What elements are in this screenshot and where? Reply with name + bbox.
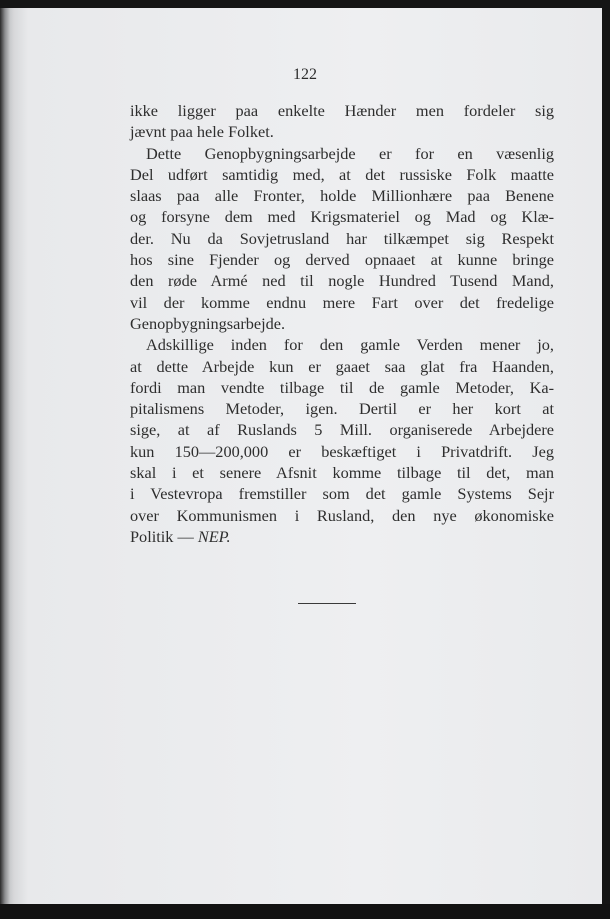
text-line: Dette Genopbygningsarbejde er for en væsenlig xyxy=(146,143,554,163)
text-line: sige, at af Ruslands 5 Mill. organiserede Arbejdere xyxy=(130,420,554,440)
text-line: Adskillige inden for den gamle Verden mener jo, xyxy=(146,335,554,355)
paragraph-3 xyxy=(130,334,554,547)
text-line: ikke ligger paa enkelte Hænder men fordeler sig xyxy=(130,101,554,120)
final-line-prefix: Politik — xyxy=(130,526,198,546)
nep-emphasis: NEP. xyxy=(197,526,231,546)
text-line: hos sine Fjender og derved opnaaet at kunne bringe xyxy=(130,250,554,270)
text-line: i Vestevropa fremstiller som det gamle Systems Sejr xyxy=(130,484,554,504)
paragraph-2 xyxy=(130,143,554,335)
text-line: Genopbygningsarbejde. xyxy=(130,313,286,333)
text-line: over Kommunismen i Rusland, den nye økonomiske xyxy=(130,505,554,525)
text-line: at dette Arbejde kun er gaaet saa glat fra Haanden, xyxy=(130,356,554,376)
text-line: slaas paa alle Fronter, holde Millionhære paa Benene xyxy=(130,186,554,206)
text-line: jævnt paa hele Folket. xyxy=(130,122,274,142)
scan-bottom-edge xyxy=(0,904,610,919)
page-number: 122 xyxy=(293,66,317,83)
page-binding-edge xyxy=(0,8,14,904)
text-line: fordi man vendte tilbage til de gamle Metoder, Ka- xyxy=(130,377,554,397)
paragraph-1 xyxy=(130,100,554,143)
text-line: og forsyne dem med Krigsmateriel og Mad og Klæ- xyxy=(130,207,554,227)
text-line: pitalismens Metoder, igen. Dertil er her kort at xyxy=(130,399,554,419)
text-line: der. Nu da Sovjetrusland har tilkæmpet sig Respekt xyxy=(130,228,554,248)
text-line: vil der komme endnu mere Fart over det fredelige xyxy=(130,292,554,312)
text-line-final xyxy=(130,526,554,547)
text-line: skal i et senere Afsnit komme tilbage til det, man xyxy=(130,463,554,483)
text-line: kun 150—200,000 er beskæftiget i Privatdrift. Jeg xyxy=(130,441,554,461)
section-divider xyxy=(298,603,356,604)
text-line: den røde Armé ned til nogle Hundred Tusend Mand, xyxy=(130,271,554,291)
text-line: Del udført samtidig med, at det russiske Folk maatte xyxy=(130,164,554,184)
body-text xyxy=(130,100,554,547)
